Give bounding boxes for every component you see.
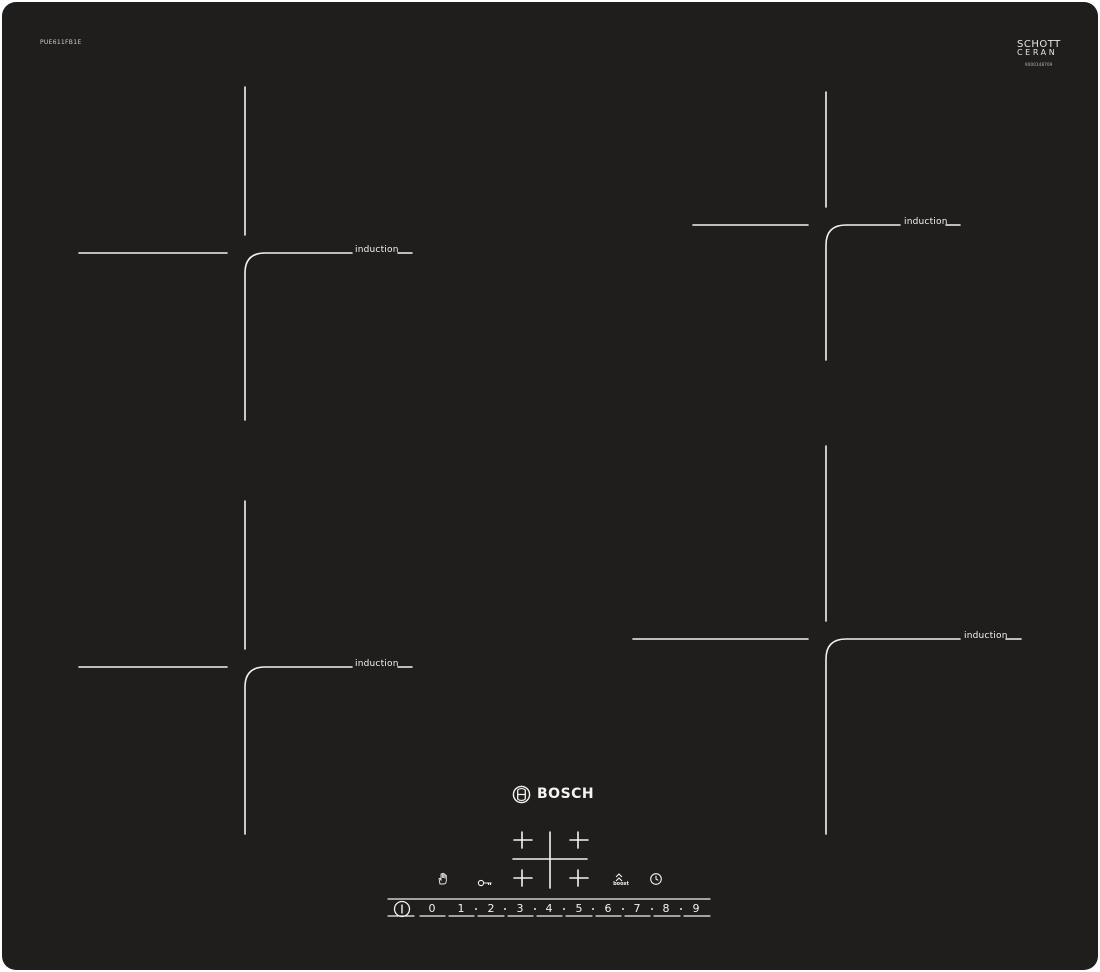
power-level-5[interactable]: 5 bbox=[575, 902, 583, 915]
half-step-dot bbox=[504, 908, 506, 910]
zone-label-rear-left: induction bbox=[355, 659, 399, 669]
certification-number: 9000148709 bbox=[1025, 62, 1053, 67]
zone-label-rear-right: induction bbox=[964, 631, 1008, 641]
half-step-dot bbox=[534, 908, 536, 910]
zone-label-front-right: induction bbox=[904, 217, 948, 227]
power-level-6[interactable]: 6 bbox=[604, 902, 612, 915]
brand-name: BOSCH bbox=[537, 786, 595, 802]
ceran-text: CERAN bbox=[1017, 48, 1058, 57]
brand bbox=[512, 782, 594, 806]
power-level-8[interactable]: 8 bbox=[662, 902, 670, 915]
power-level-0[interactable]: 0 bbox=[428, 902, 436, 915]
power-level-4[interactable]: 4 bbox=[545, 902, 553, 915]
model-code: PUE611FB1E bbox=[40, 39, 82, 46]
schott-text: SCHOTT bbox=[1017, 39, 1061, 50]
key-icon bbox=[477, 878, 493, 888]
power-button[interactable] bbox=[393, 900, 411, 922]
half-step-dot bbox=[563, 908, 565, 910]
half-step-dot bbox=[680, 908, 682, 910]
wipe-protection-button[interactable] bbox=[436, 871, 450, 890]
half-step-dot bbox=[475, 908, 477, 910]
zone-label-front-left: induction bbox=[355, 245, 399, 255]
cooking-zone-rear-right-marking bbox=[633, 446, 1021, 834]
power-level-1[interactable]: 1 bbox=[457, 902, 465, 915]
clock-icon bbox=[649, 872, 663, 886]
hand-icon bbox=[436, 872, 450, 886]
child-lock-button[interactable] bbox=[477, 873, 493, 892]
half-step-dot bbox=[592, 908, 594, 910]
half-step-dot bbox=[651, 908, 653, 910]
timer-button[interactable] bbox=[649, 871, 663, 890]
power-icon bbox=[393, 900, 411, 918]
zone-markings bbox=[2, 2, 1098, 970]
cooktop-surface bbox=[2, 2, 1098, 970]
half-step-dot bbox=[622, 908, 624, 910]
power-level-9[interactable]: 9 bbox=[692, 902, 700, 915]
power-level-2[interactable]: 2 bbox=[487, 902, 495, 915]
boost-label: boost bbox=[613, 881, 629, 887]
power-level-3[interactable]: 3 bbox=[516, 902, 524, 915]
bosch-logo-icon bbox=[512, 785, 531, 804]
power-level-7[interactable]: 7 bbox=[633, 902, 641, 915]
